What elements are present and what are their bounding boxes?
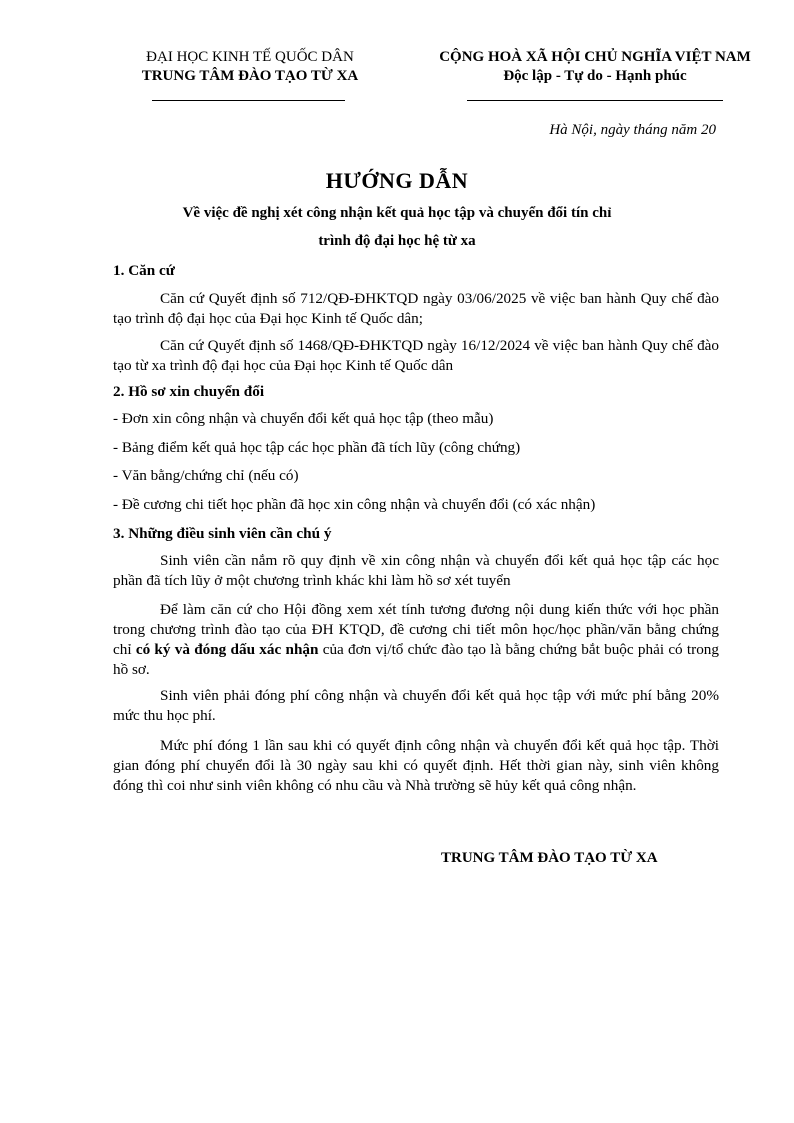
section2-heading: 2. Hồ sơ xin chuyển đổi bbox=[113, 383, 265, 400]
section3-para4: Mức phí đóng 1 lần sau khi có quyết định công nhận và chuyển đổi kết quả học tập. Thời gian đóng phí chuyển đổi là 30 ngày sau khi có quyết định. Hết thời gian này, sinh viên không đóng thì coi như sinh viên không có nhu cầu và Nhà trường sẽ hủy kết quả công nhận. bbox=[113, 737, 719, 794]
section3-para2 bbox=[113, 600, 719, 680]
list-item: - Bảng điểm kết quả học tập các học phần đã tích lũy (công chứng) bbox=[113, 439, 521, 456]
document-subtitle-line1: Về việc đề nghị xét công nhận kết quả học tập và chuyển đổi tín chỉ bbox=[182, 205, 612, 221]
country-name: CỘNG HOÀ XÃ HỘI CHỦ NGHĨA VIỆT NAM bbox=[439, 49, 751, 65]
center-name: TRUNG TÂM ĐÀO TẠO TỪ XA bbox=[141, 68, 359, 84]
university-name: ĐẠI HỌC KINH TẾ QUỐC DÂN bbox=[146, 49, 354, 65]
signature-block: TRUNG TÂM ĐÀO TẠO TỪ XA bbox=[441, 850, 658, 866]
list-item: - Văn bằng/chứng chỉ (nếu có) bbox=[113, 467, 299, 484]
motto: Độc lập - Tự do - Hạnh phúc bbox=[503, 68, 687, 84]
document-subtitle-line2: trình độ đại học hệ từ xa bbox=[318, 233, 476, 249]
issuer-underline bbox=[152, 100, 345, 101]
section1-para1: Căn cứ Quyết định số 712/QĐ-ĐHKTQD ngày 03/06/2025 về việc ban hành Quy chế đào tạo trình độ đại học của Đại học Kinh tế Quốc dân; bbox=[113, 290, 719, 327]
section1-para2: Căn cứ Quyết định số 1468/QĐ-ĐHKTQD ngày 16/12/2024 về việc ban hành Quy chế đào tạo từ xa trình độ đại học của Đại học Kinh tế Quốc dân bbox=[113, 337, 719, 374]
national-motto-block bbox=[410, 48, 780, 86]
document-title: HƯỚNG DẪN bbox=[325, 168, 469, 193]
para2-text-end: của đơn vị/tổ chức đào tạo là bằng chứng bắt buộc phải có trong hồ sơ. bbox=[113, 641, 719, 678]
para2-emphasis: có ký và đóng dấu xác nhận bbox=[135, 641, 319, 658]
para2-text-start: Để làm căn cứ cho Hội đồng xem xét tính tương đương nội dung kiến thức với học phần trong chương trình đào tạo của ĐH KTQD, đề cương chi tiết môn học/học phần/văn bằng chứng chỉ bbox=[113, 601, 719, 658]
section1-heading: 1. Căn cứ bbox=[113, 262, 175, 279]
list-item: - Đề cương chi tiết học phần đã học xin công nhận và chuyển đổi (có xác nhận) bbox=[113, 496, 596, 513]
motto-underline bbox=[467, 100, 723, 101]
date-line: Hà Nội, ngày tháng năm 20 bbox=[549, 122, 716, 138]
section3-heading: 3. Những điều sinh viên cần chú ý bbox=[113, 525, 332, 542]
section3-para3: Sinh viên phải đóng phí công nhận và chuyển đổi kết quả học tập với mức phí bằng 20% mức thu học phí. bbox=[113, 687, 719, 724]
section3-para1: Sinh viên cần nắm rõ quy định về xin công nhận và chuyển đổi kết quả học tập các học phần đã tích lũy ở một chương trình khác khi làm hồ sơ xét tuyển bbox=[113, 552, 719, 589]
issuer-block bbox=[110, 48, 390, 86]
list-item: - Đơn xin công nhận và chuyển đổi kết quả học tập (theo mẫu) bbox=[113, 410, 494, 427]
